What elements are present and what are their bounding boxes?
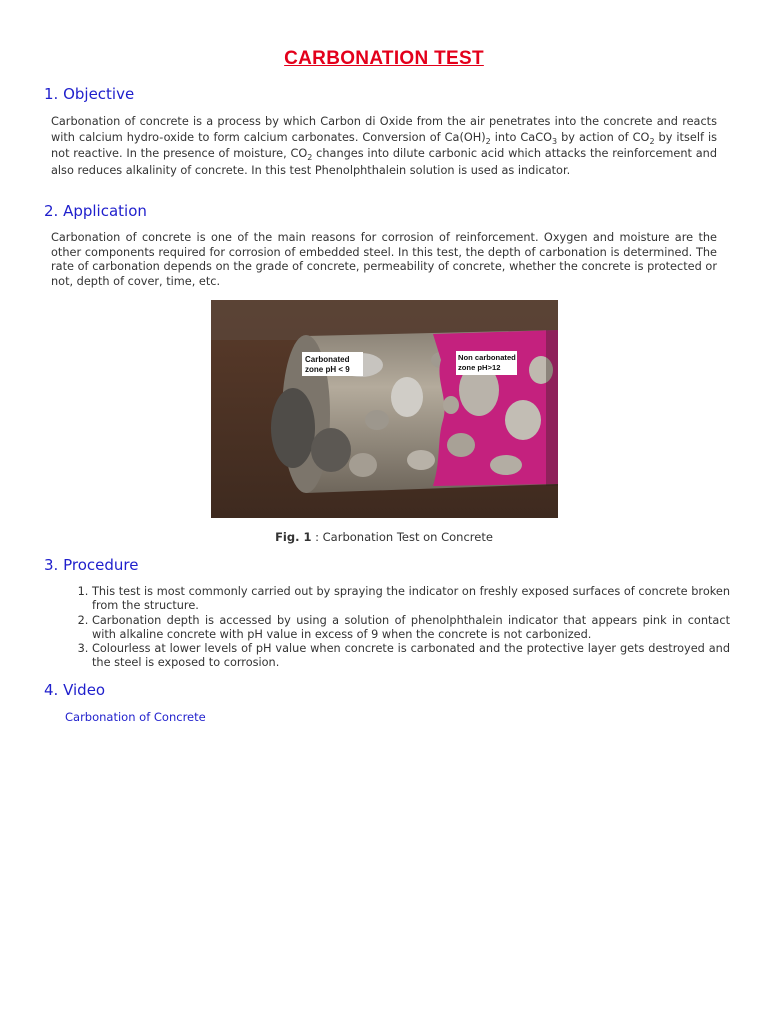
page-title: CARBONATION TEST	[284, 48, 484, 69]
list-item: 3. Colourless at lower levels of pH value when concrete is carbonated and the protective layer gets destroyed and the steel is exposed to corrosion.	[92, 642, 730, 671]
objective-paragraph: Carbonation of concrete is a process by which Carbon di Oxide from the air penetrates into the concrete and reacts with calcium hydro-oxide to form calcium carbonates. Conversion of $Ca(OH)_2$ into CaCO$_3$ by action of $CO_2$ by itself is not reactive. In the presence of moisture, $CO_2$ changes into dilute carbonic acid which attacks the reinforcement and also reduces alkalinity of concrete. In this test Phenolphthalein solution is used as indicator.	[51, 115, 717, 177]
list-item: 2. Carbonation depth is accessed by using a solution of phenolphthalein indicator that appears pink in contact with alkaline concrete with pH value in excess of 9 when the concrete is not carbonized.	[92, 614, 730, 643]
objective-heading: 1. Objective	[44, 85, 135, 103]
figure-caption: Fig. 1 : Carbonation Test on Concrete	[275, 530, 493, 544]
non-carbonated-label-line2: zone pH>12	[458, 363, 501, 372]
application-paragraph: Carbonation of concrete is one of the main reasons for corrosion of reinforcement. Oxygen and moisture are the other components required for corrosion of embedded steel. In this test, the depth of carbonation is determined. The rate of carbonation depends on the grade of concrete, permeability of concrete, whether the concrete is protected or not, depth of cover, time, etc.	[51, 231, 717, 289]
list-item: 1. This test is most commonly carried out by spraying the indicator on freshly exposed surfaces of concrete broken from the structure.	[92, 585, 730, 614]
non-carbonated-label-line1: Non carbonated	[458, 353, 516, 362]
video-link[interactable]: Carbonation of Concrete	[65, 710, 206, 724]
procedure-list	[44, 585, 730, 671]
application-heading: 2. Application	[44, 202, 147, 220]
carbonated-label-line1: Carbonated	[305, 355, 350, 364]
carbonated-label-line2: zone pH < 9	[305, 365, 350, 374]
procedure-heading: 3. Procedure	[44, 556, 139, 574]
video-heading: 4. Video	[44, 681, 106, 699]
carbonation-test-photo	[211, 300, 558, 518]
